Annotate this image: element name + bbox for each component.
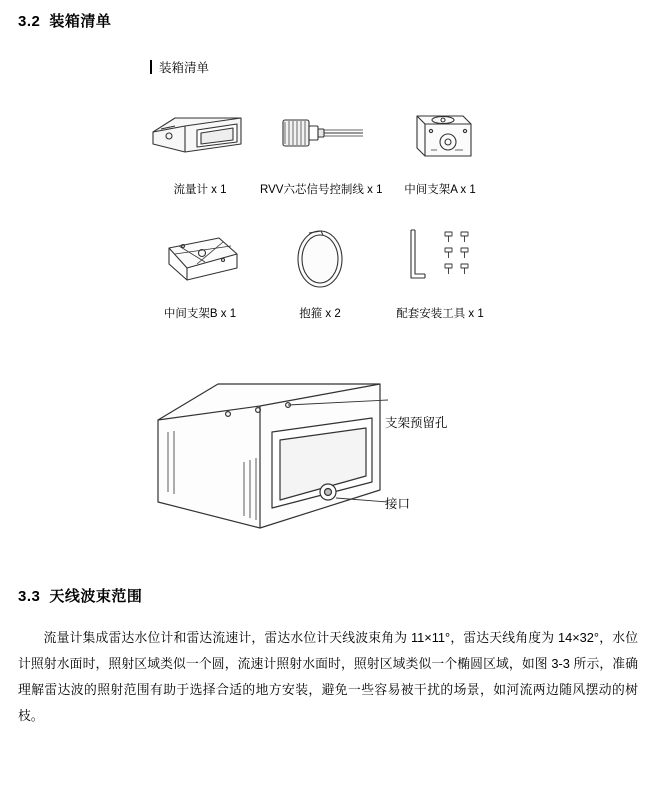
packing-list-grid xyxy=(140,95,500,321)
section-title: 天线波束范围 xyxy=(49,588,143,605)
caption-bar-icon xyxy=(150,60,152,74)
beam-range-paragraph-block xyxy=(18,625,638,729)
packing-list-item xyxy=(140,95,260,197)
beam-range-paragraph: 流量计集成雷达水位计和雷达流速计，雷达水位计天线波束角为 11×11°，雷达天线角度为 14×32°，水位计照射水面时，照射区域类似一个圆，流速计照射水面时，照射区域类似一个椭圆区域，如图 3-3 所示，准确理解雷达波的照射范围有助于选择合适的地方安装，避免一些容易被干扰的场景，如河流两边随风摆动的树枝。 xyxy=(18,630,638,723)
packing-list-item-label: 抱箍 x 2 xyxy=(299,308,341,320)
callout-connector-port: 接口 xyxy=(385,497,411,511)
packing-list-caption xyxy=(150,58,209,76)
section-title: 装箱清单 xyxy=(49,13,112,30)
section-number: 3.2 xyxy=(18,13,41,30)
packing-list-item-label: 流量计 x 1 xyxy=(173,184,227,196)
clamp-ring-icon xyxy=(260,219,380,299)
packing-list-row-1 xyxy=(140,95,500,197)
packing-list-item xyxy=(380,219,500,321)
bracket-a-icon xyxy=(380,95,500,175)
callout-mounting-holes: 支架预留孔 xyxy=(385,416,448,430)
packing-list-caption-text: 装箱清单 xyxy=(159,61,210,75)
bracket-b-icon xyxy=(140,219,260,299)
packing-list-item-label: 配套安装工具 x 1 xyxy=(396,308,484,320)
section-heading-3-3 xyxy=(18,585,142,606)
packing-list-item xyxy=(140,219,260,321)
packing-list-item xyxy=(380,95,500,197)
packing-list-item-label: 中间支架B x 1 xyxy=(163,308,237,320)
packing-list-item xyxy=(260,219,380,321)
section-heading-3-2 xyxy=(18,10,111,31)
packing-list-item xyxy=(260,95,383,197)
section-number: 3.3 xyxy=(18,588,41,605)
packing-list-item-label: 中间支架A x 1 xyxy=(404,184,476,196)
device-diagram xyxy=(140,370,540,550)
flow-meter-icon xyxy=(140,95,260,175)
packing-list-item-label: RVV六芯信号控制线 x 1 xyxy=(260,184,383,196)
cable-icon xyxy=(260,95,380,175)
packing-list-row-2 xyxy=(140,219,500,321)
tool-kit-icon xyxy=(380,219,500,299)
